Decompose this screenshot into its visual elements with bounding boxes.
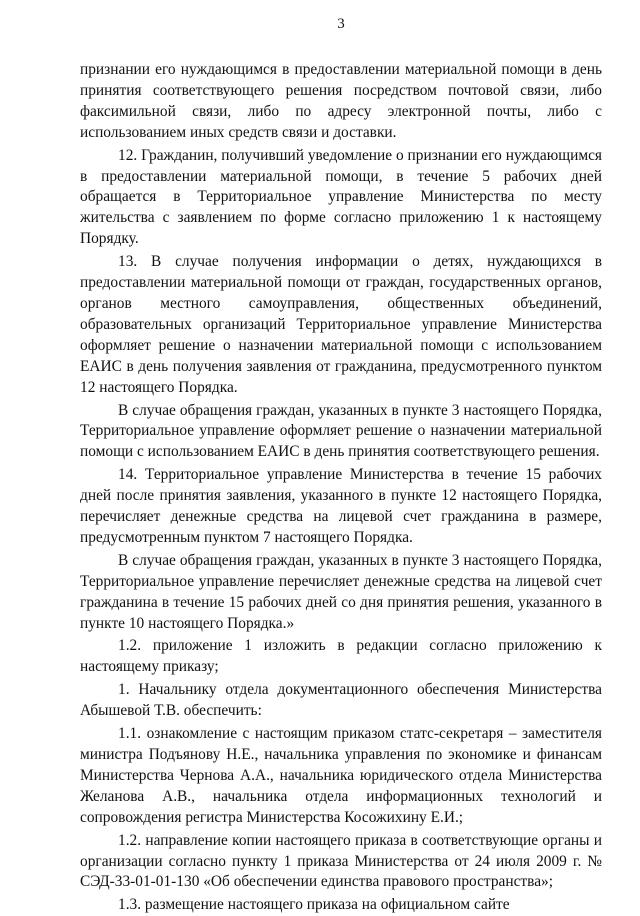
document-body [80, 60, 602, 916]
paragraph: 1. Начальнику отдела документационного обеспечения Министерства Абышевой Т.В. обеспечить: [80, 681, 602, 720]
paragraph: 13. В случае получения информации о детях, нуждающихся в предоставлении материальной помощи от граждан, государственных органов, органов местного самоуправления, общественных объединений, образовательных организаций Территориальное управление Министерства оформляет решение о назначении материальной помощи с использованием ЕАИС в день получения заявления от гражданина, предусмотренного пунктом 12 настоящего Порядка. [80, 253, 602, 396]
paragraph: признании его нуждающимся в предоставлении материальной помощи в день принятия соответствующего решения посредством почтовой связи, либо факсимильной связи, либо по адресу электронной почты, либо с использованием иных средств связи и доставки. [80, 61, 602, 141]
paragraph: В случае обращения граждан, указанных в пункте 3 настоящего Порядка, Территориальное управление перечисляет денежные средства на лицевой счет гражданина в течение 15 рабочих дней со дня принятия решения, указанного в пункте 10 настоящего Порядка.» [80, 551, 602, 632]
paragraph: 1.1. ознакомление с настоящим приказом статс-секретаря – заместителя министра Подъянову Н.Е., начальника управления по экономике и финансам Министерства Чернова А.А., начальника юридического отдела Министерства Желанова А.В., начальника отдела информационных технологий и сопровождения регистра Министерства Косожихину Е.И.; [80, 725, 602, 826]
paragraph: 14. Территориальное управление Министерства в течение 15 рабочих дней после принятия заявления, указанного в пункте 12 настоящего Порядка, перечисляет денежные средства на лицевой счет гражданина в размере, предусмотренным пунктом 7 настоящего Порядка. [80, 466, 602, 546]
page-number: 3 [337, 16, 345, 32]
paragraph: 1.3. размещение настоящего приказа на официальном сайте [118, 896, 510, 914]
paragraph: В случае обращения граждан, указанных в пункте 3 настоящего Порядка, Территориальное управление оформляет решение о назначении материальной помощи с использованием ЕАИС в день принятия соответствующего решения. [80, 401, 602, 461]
paragraph: 1.2. приложение 1 изложить в редакции согласно приложению к настоящему приказу; [80, 637, 602, 676]
paragraph: 12. Гражданин, получивший уведомление о признании его нуждающимся в предоставлении материальной помощи, в течение 5 рабочих дней обращается в Территориальное управление Министерства по месту жительства с заявлением по форме согласно приложению 1 к настоящему Порядку. [80, 146, 602, 248]
paragraph: 1.2. направление копии настоящего приказа в соответствующие органы и организации согласно пункту 1 приказа Министерства от 24 июля 2009 г. № СЭД-33-01-01-130 «Об обеспечении единства правового пространства»; [80, 831, 602, 891]
